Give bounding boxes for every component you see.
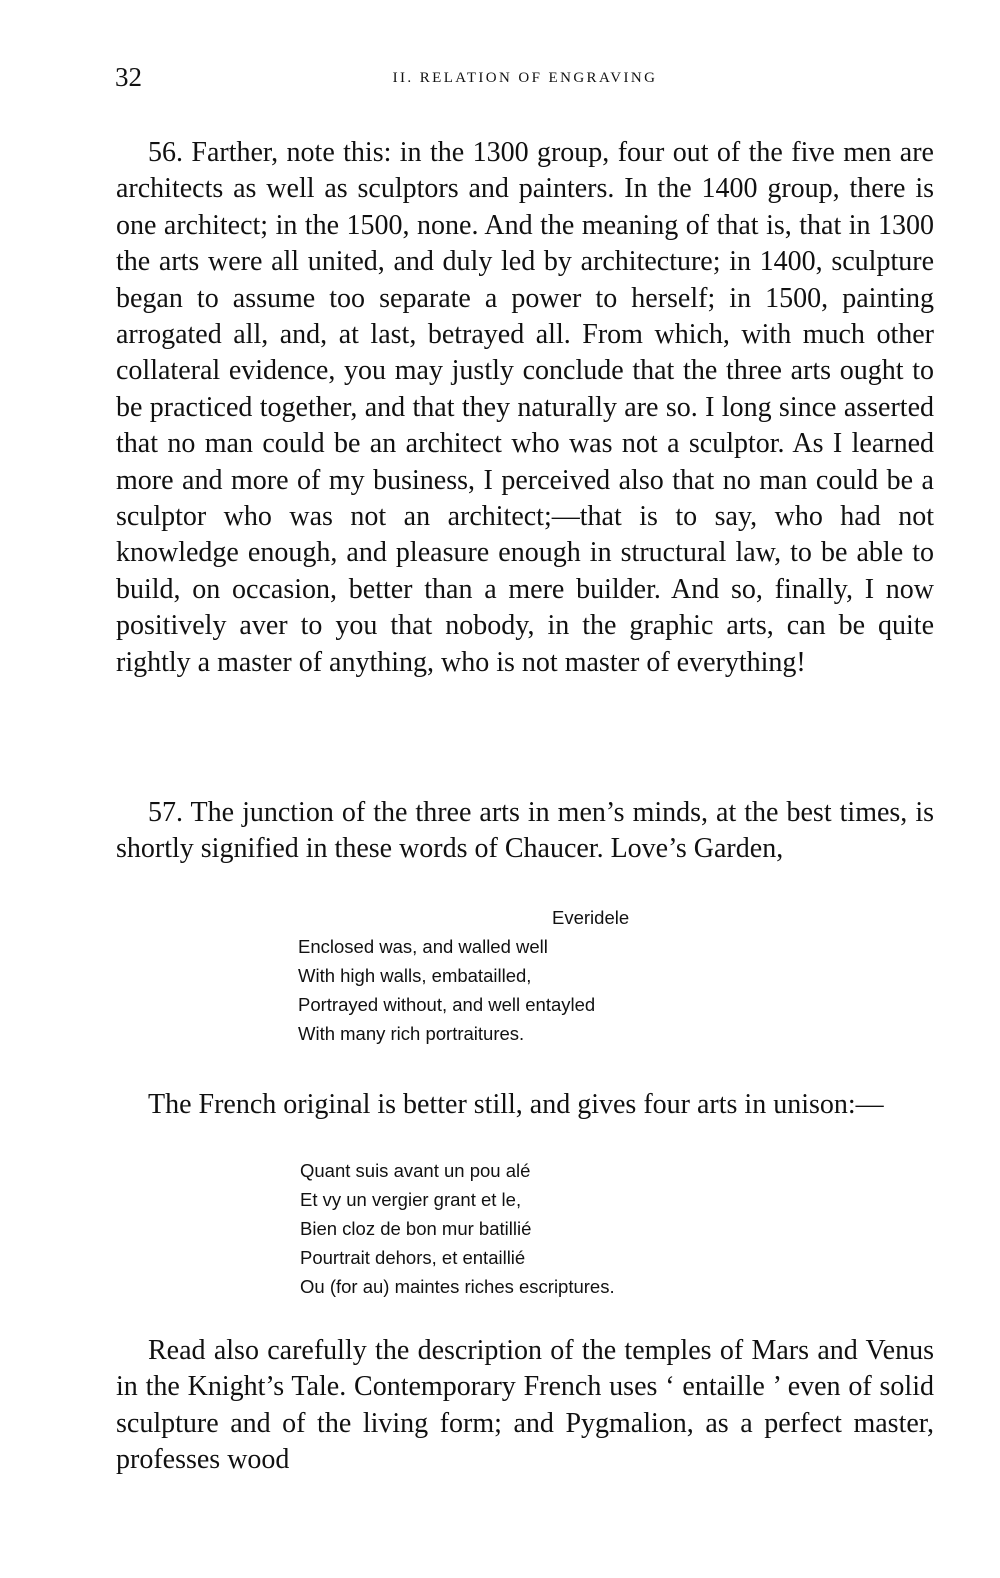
verse-line: Enclosed was, and walled well [298,936,548,957]
page-header [115,62,935,94]
paragraph-56: 56. Farther, note this: in the 1300 group, four out of the five men are architects as well as sculptors and painters. In the 1400 group, there is one architect; in the 1500, none. And the meaning of that is, that in 1300 the arts were all united, and duly led by architecture; in 1400, sculpture began to assume too separate a power to herself; in 1500, painting arrogated all, and, at last, betrayed all. From which, with much other collateral evidence, you may justly conclude that the three arts ought to be practiced together, and that they naturally are so. I long since asserted that no man could be an architect who was not a sculptor. As I learned more and more of my business, I perceived also that no man could be a sculptor who was not an architect;—that is to say, who had not knowledge enough, and pleasure enough in structural law, to be able to build, on occasion, better than a mere builder. And so, finally, I now positively aver to you that nobody, in the graphic arts, can be quite rightly a master of anything, who is not master of everything! [116,137,934,678]
verse-line: Ou (for au) maintes riches escriptures. [300,1276,615,1297]
verse-line: With high walls, embatailled, [298,965,532,986]
paragraph-57: 57. The junction of the three arts in men’s minds, at the best times, is shortly signified in these words of Chaucer. Love’s Garden, [116,797,934,865]
verse-line: Et vy un vergier grant et le, [300,1189,522,1210]
chaucer-verse [298,903,629,1048]
verse-line: With many rich portraitures. [298,1023,525,1044]
page-number: 32 [115,62,142,92]
paragraph-french-intro: The French original is better still, and gives four arts in unison:— [148,1089,884,1120]
running-head: II. RELATION OF ENGRAVING [392,70,658,86]
french-verse [300,1156,615,1301]
verse-line: Everidele [552,907,630,928]
verse-line: Portrayed without, and well entayled [298,994,596,1015]
verse-line: Quant suis avant un pou alé [300,1160,531,1181]
verse-line: Pourtrait dehors, et entaillié [300,1247,526,1268]
paragraph-read-also: Read also carefully the description of the temples of Mars and Venus in the Knight’s Tale. Contemporary French uses ‘ entaille ’ even of solid sculpture and of the living form; and Pygmalion, as a perfect master, professes wood [116,1335,934,1476]
verse-line: Bien cloz de bon mur batillié [300,1218,532,1239]
